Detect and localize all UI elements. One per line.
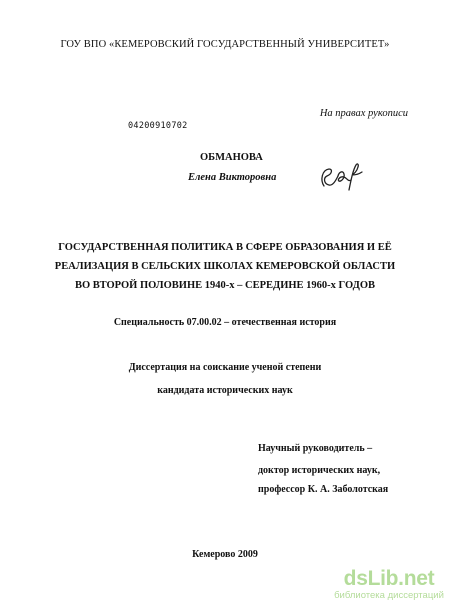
dissertation-purpose: Диссертация на соискание ученой степени	[128, 362, 322, 373]
academic-degree: кандидата исторических наук	[157, 385, 293, 396]
advisor-name: профессор К. А. Заболотская	[258, 484, 389, 495]
document-code: 04200910702	[128, 121, 188, 131]
author-given-names: Елена Викторовна	[188, 172, 277, 183]
advisor-label: Научный руководитель –	[258, 443, 373, 454]
title-line: ВО ВТОРОЙ ПОЛОВИНЕ 1940-х – СЕРЕДИНЕ 1960-х ГОДОВ	[74, 280, 376, 291]
specialty: Специальность 07.00.02 – отечественная история	[113, 317, 337, 328]
dissertation-title	[0, 238, 450, 295]
watermark-brand: dsLib.net	[343, 567, 435, 590]
author-surname: ОБМАНОВА	[200, 152, 263, 163]
organization-name: ГОУ ВПО «КЕМЕРОВСКИЙ ГОСУДАРСТВЕННЫЙ УНИВЕРСИТЕТ»	[60, 39, 390, 50]
advisor-degree: доктор исторических наук,	[258, 465, 381, 476]
watermark	[330, 568, 448, 602]
city-year: Кемерово 2009	[192, 549, 258, 560]
title-line: ГОСУДАРСТВЕННАЯ ПОЛИТИКА В СФЕРЕ ОБРАЗОВАНИЯ И ЕЁ	[58, 242, 392, 253]
title-line: РЕАЛИЗАЦИЯ В СЕЛЬСКИХ ШКОЛАХ КЕМЕРОВСКОЙ ОБЛАСТИ	[54, 261, 396, 272]
rights-note: На правах рукописи	[319, 108, 408, 119]
watermark-subtitle: библиотека диссертаций	[334, 590, 444, 601]
signature-icon	[315, 160, 365, 194]
